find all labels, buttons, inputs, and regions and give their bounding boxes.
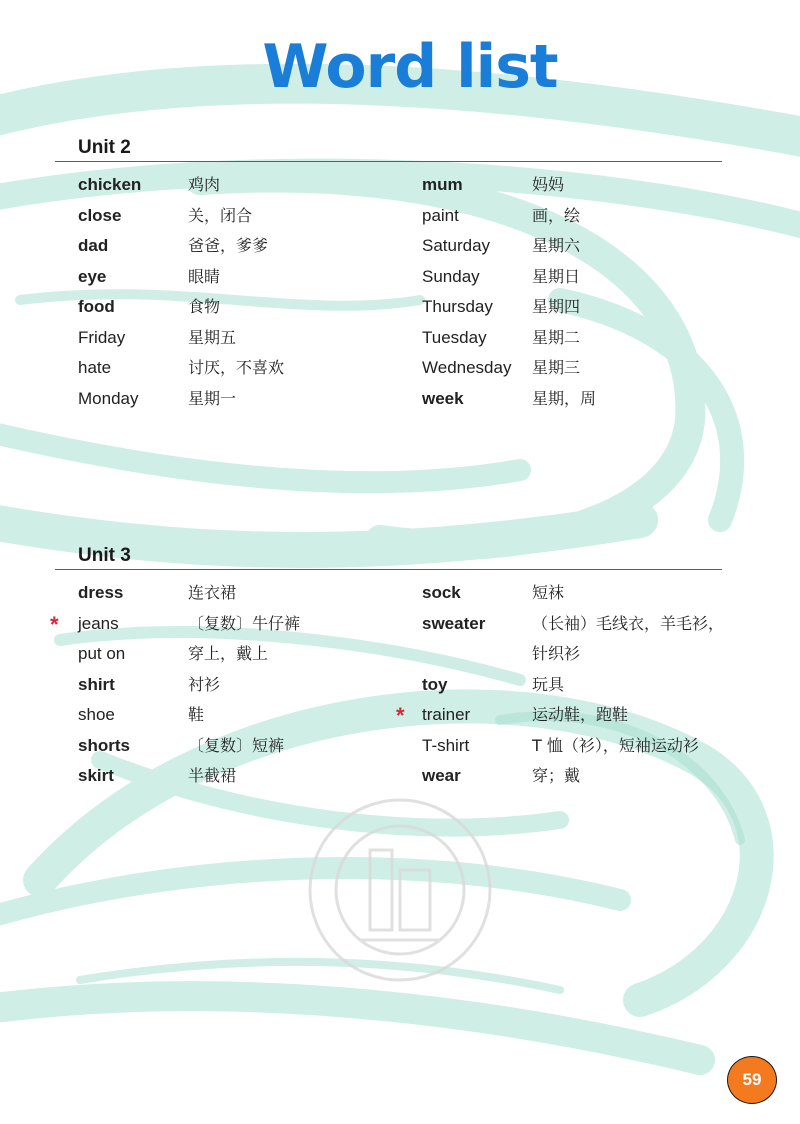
vocab-meaning: 星期日 xyxy=(532,266,581,286)
vocab-meaning: 〔复数〕短裤 xyxy=(188,735,285,755)
unit-3-section xyxy=(50,543,725,792)
word-row xyxy=(55,170,722,201)
vocab-meaning: （长袖）毛线衣，羊毛衫， xyxy=(532,613,725,633)
vocab-word: put on xyxy=(78,644,126,663)
vocab-word: trainer xyxy=(422,705,471,724)
heading-rule xyxy=(55,569,722,570)
vocab-meaning: 星期五 xyxy=(188,327,237,347)
word-row xyxy=(55,700,722,731)
unit-heading: Unit 3 xyxy=(78,545,131,566)
vocab-meaning: 星期三 xyxy=(532,358,581,377)
word-row xyxy=(55,231,722,262)
unit-2-section xyxy=(55,135,722,414)
vocab-meaning: 爸爸，爹爹 xyxy=(188,236,269,255)
vocab-word: skirt xyxy=(78,766,114,785)
vocab-meaning: 穿上，戴上 xyxy=(188,644,269,663)
vocab-meaning: 短袜 xyxy=(532,583,565,602)
vocab-word: Wednesday xyxy=(422,358,512,377)
vocab-meaning: 星期一 xyxy=(188,388,237,408)
word-row xyxy=(55,731,722,762)
vocab-word: sock xyxy=(422,583,461,602)
vocab-word: hate xyxy=(78,358,112,377)
unit-heading: Unit 2 xyxy=(78,137,131,158)
word-row xyxy=(55,262,722,293)
word-row xyxy=(55,578,722,609)
vocab-meaning: 玩具 xyxy=(532,674,565,694)
word-row xyxy=(50,609,725,640)
vocab-word: Saturday xyxy=(422,236,491,255)
vocab-meaning: 食物 xyxy=(188,297,221,316)
vocab-meaning: 穿；戴 xyxy=(532,766,581,785)
vocab-word: sweater xyxy=(422,613,486,633)
word-row xyxy=(55,670,722,701)
vocab-word: close xyxy=(78,205,122,225)
vocab-meaning: 画，绘 xyxy=(532,205,581,225)
vocab-word: Thursday xyxy=(422,297,493,316)
vocab-word: shorts xyxy=(78,735,130,755)
vocab-meaning: 连衣裙 xyxy=(188,583,237,602)
word-row xyxy=(55,323,722,354)
page-title: Word list xyxy=(262,32,558,102)
vocab-word: Friday xyxy=(78,327,126,347)
vocab-meaning: 眼睛 xyxy=(188,266,221,286)
vocab-meaning: 妈妈 xyxy=(532,175,565,194)
vocab-meaning: 〔复数〕牛仔裤 xyxy=(188,613,301,633)
word-table xyxy=(50,578,725,792)
vocab-word: Tuesday xyxy=(422,327,487,347)
page-number-badge: 59 xyxy=(727,1056,777,1104)
word-row xyxy=(55,201,722,232)
vocab-word: T-shirt xyxy=(422,735,470,755)
vocab-meaning: 星期四 xyxy=(532,297,581,316)
vocab-word: paint xyxy=(422,205,459,225)
vocab-word: jeans xyxy=(78,613,119,633)
heading-rule xyxy=(55,161,722,162)
word-row xyxy=(55,761,722,792)
vocab-word: Monday xyxy=(78,388,139,408)
vocab-word: toy xyxy=(422,674,448,694)
vocab-meaning: 运动鞋，跑鞋 xyxy=(532,705,629,724)
word-row xyxy=(55,292,722,323)
publisher-watermark xyxy=(300,790,500,990)
vocab-meaning: 星期六 xyxy=(532,236,581,255)
vocab-word: week xyxy=(422,388,464,408)
vocab-word: shirt xyxy=(78,674,115,694)
vocab-word: Sunday xyxy=(422,266,480,286)
vocab-word: eye xyxy=(78,266,107,286)
star-icon: * xyxy=(50,611,59,637)
word-table xyxy=(55,170,722,414)
vocab-word: mum xyxy=(422,175,463,194)
vocab-word: dad xyxy=(78,236,109,255)
vocab-word: dress xyxy=(78,583,124,602)
vocab-meaning: 鞋 xyxy=(188,705,205,724)
word-row xyxy=(55,639,722,670)
vocab-meaning: 讨厌，不喜欢 xyxy=(188,358,285,377)
vocab-word: food xyxy=(78,297,115,316)
vocab-meaning: 半截裙 xyxy=(188,766,237,785)
vocab-word: wear xyxy=(422,766,461,785)
vocab-meaning: 鸡肉 xyxy=(188,175,221,194)
word-row xyxy=(55,384,722,415)
star-icon: * xyxy=(396,703,405,728)
vocab-meaning: 衬衫 xyxy=(188,674,221,694)
vocab-word: chicken xyxy=(78,175,142,194)
word-row xyxy=(55,353,722,384)
vocab-meaning: T 恤（衫），短袖运动衫 xyxy=(532,735,699,755)
vocab-meaning: 星期，周 xyxy=(532,388,597,408)
vocab-word: shoe xyxy=(78,705,115,724)
vocab-meaning: 针织衫 xyxy=(532,644,581,663)
vocab-meaning: 关，闭合 xyxy=(188,205,253,225)
vocab-meaning: 星期二 xyxy=(532,327,581,347)
